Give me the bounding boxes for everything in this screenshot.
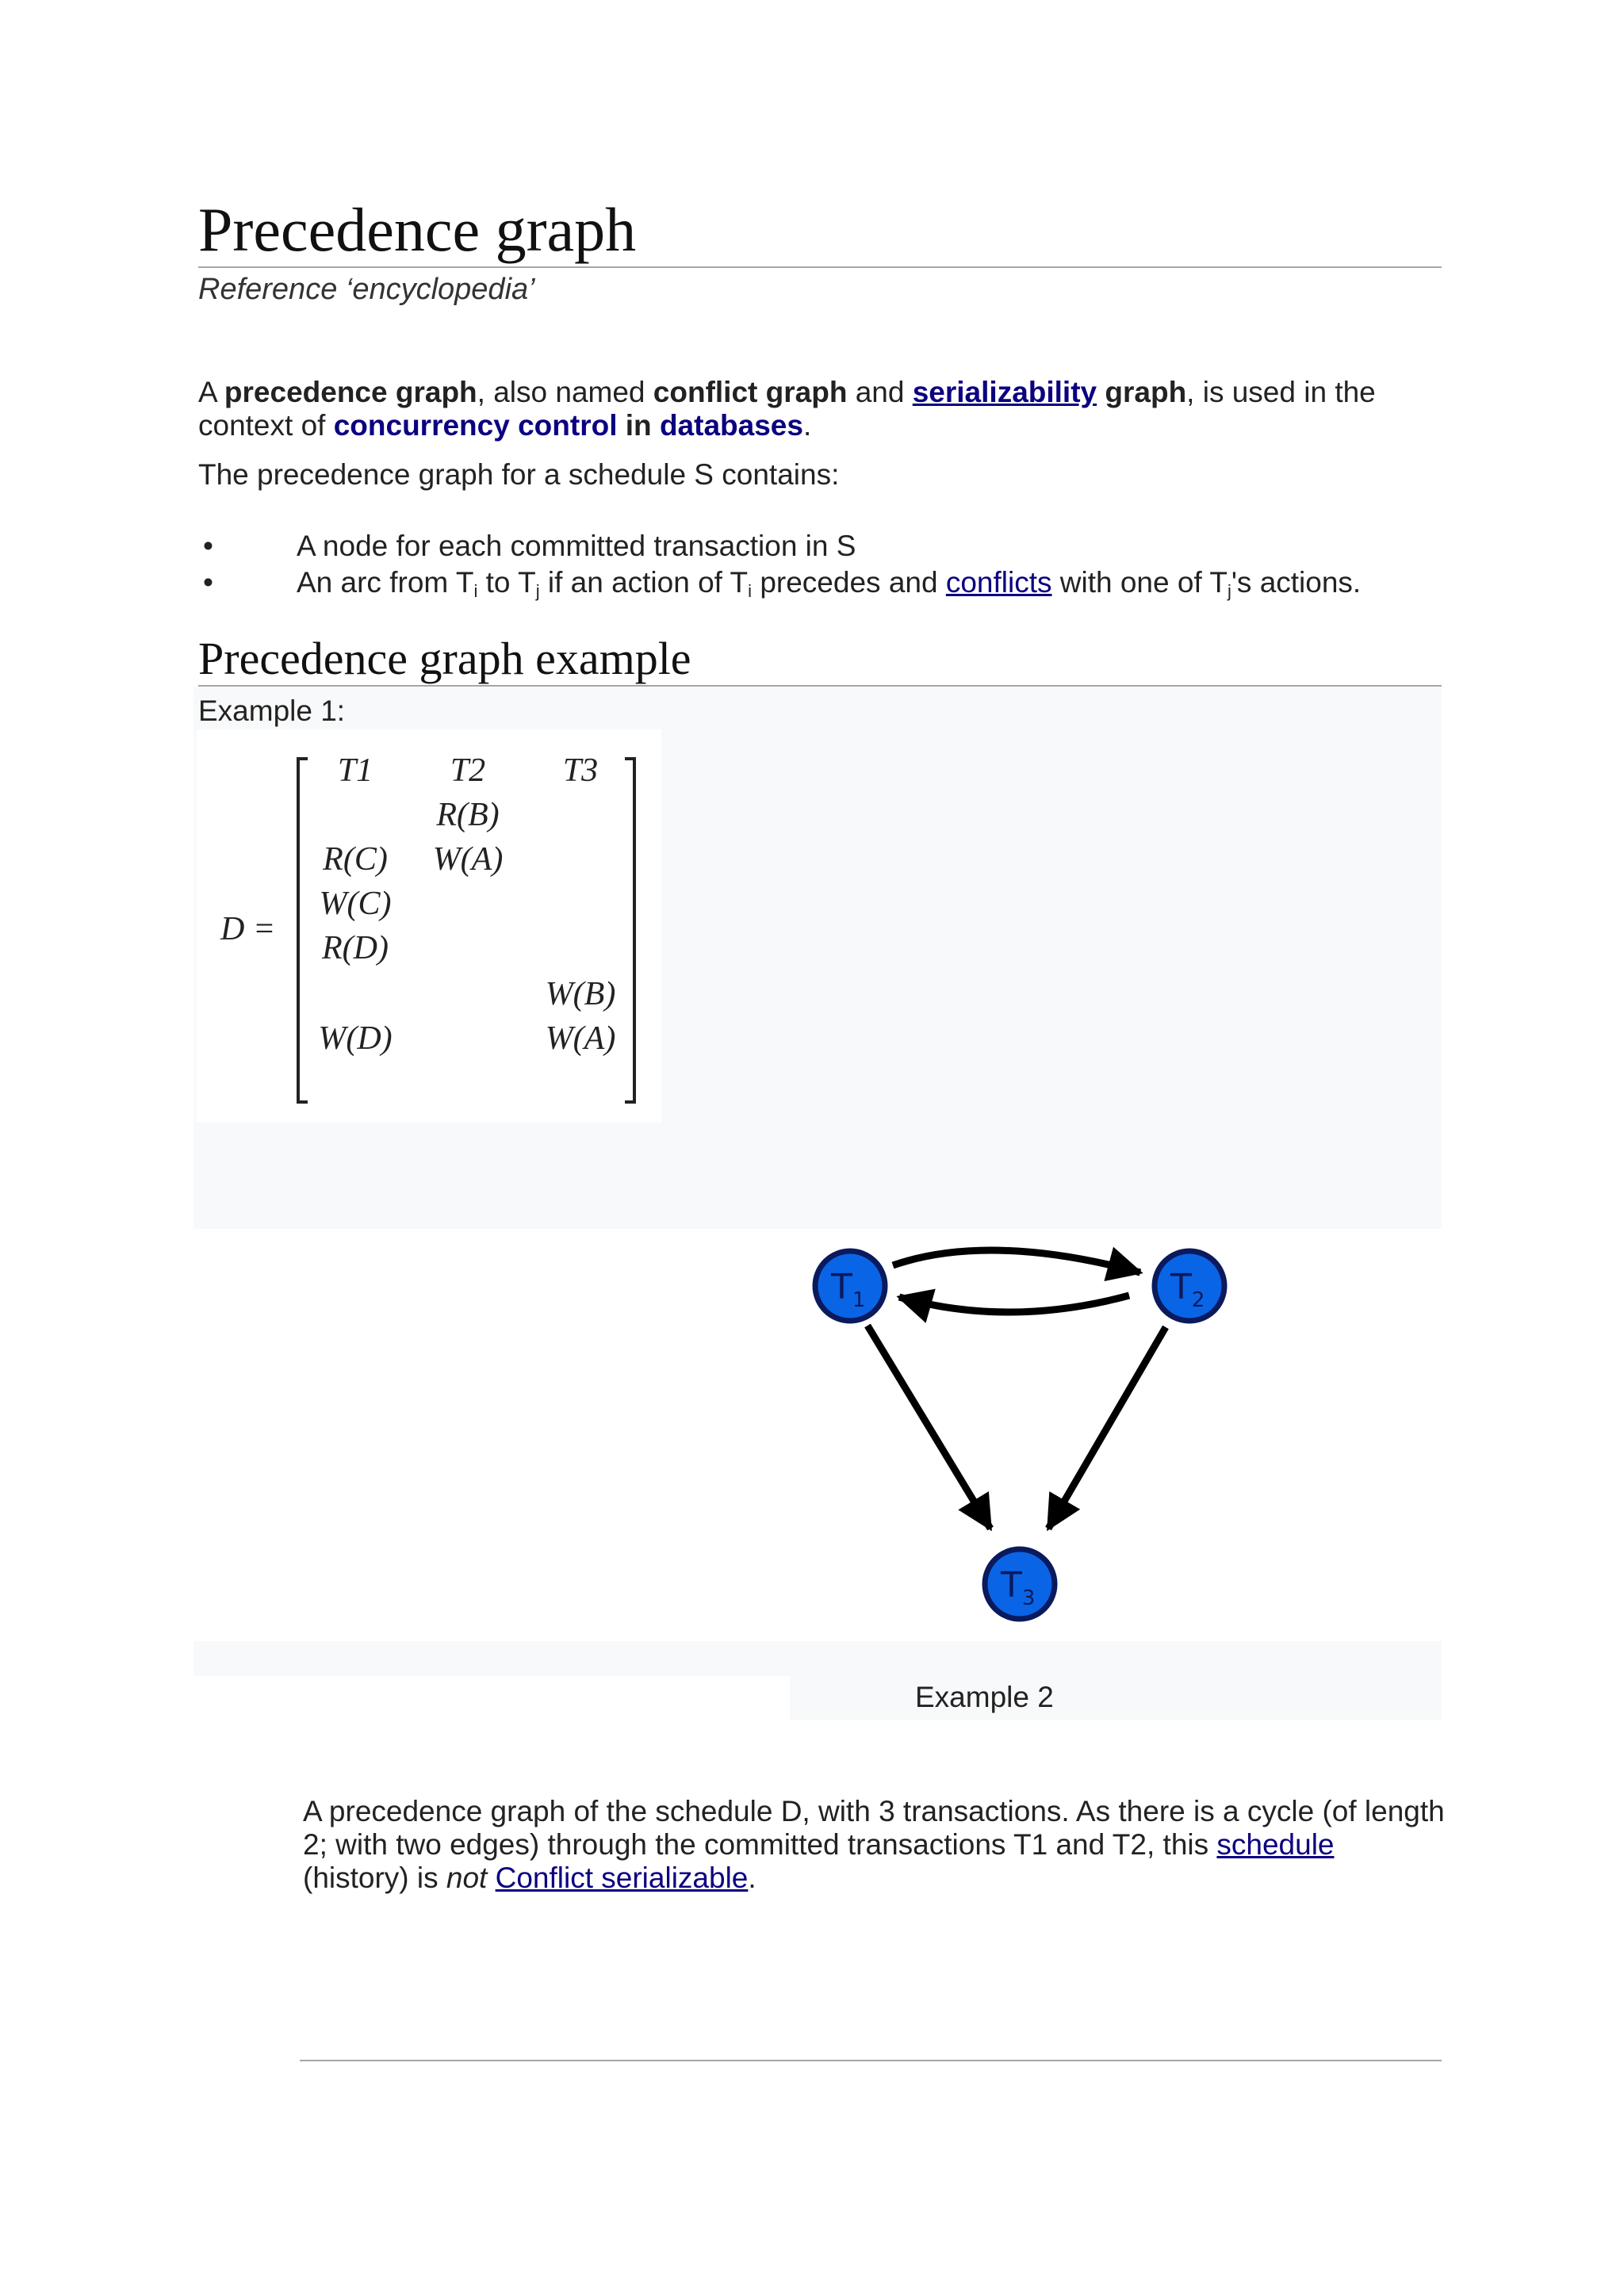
node-subscript: 2 (1191, 1288, 1205, 1312)
caption-panel-right (790, 1676, 1442, 1720)
graph-description (303, 1795, 1445, 1895)
matrix-header: T2 (450, 752, 486, 789)
node-t2 (1155, 1251, 1224, 1321)
edge-t1-t3 (868, 1326, 990, 1529)
term-conflict-graph: conflict graph (653, 376, 848, 408)
title-divider (198, 266, 1442, 268)
contains-list (198, 528, 1467, 601)
node-subscript: 1 (852, 1288, 866, 1312)
footer-divider (300, 2060, 1442, 2061)
schedule-matrix (197, 729, 661, 1123)
list-item-text: precedes and (752, 566, 946, 599)
intro-text: . (802, 409, 812, 442)
section-heading: Precedence graph example (198, 633, 691, 684)
page-title: Precedence graph (198, 195, 637, 264)
bullet-icon: • (203, 530, 213, 562)
bullet-icon: • (203, 566, 213, 599)
serializability-link[interactable]: serializability (912, 376, 1097, 408)
emphasis-not: not (446, 1862, 488, 1894)
databases-link[interactable]: databases (659, 409, 803, 442)
description-text: . (748, 1862, 756, 1894)
node-label: T (831, 1267, 852, 1307)
list-item (198, 564, 1467, 601)
list-item (198, 528, 1467, 564)
node-subscript: 3 (1021, 1586, 1036, 1610)
edge-t2-t3 (1048, 1327, 1166, 1529)
list-item-text: to T (477, 566, 536, 599)
precedence-graph-figure (771, 1229, 1442, 1641)
matrix-cell: W(A) (432, 841, 504, 878)
matrix-cell: R(C) (323, 841, 388, 878)
matrix-header: T3 (562, 752, 599, 789)
contains-paragraph: The precedence graph for a schedule S contains: (198, 458, 840, 491)
matrix-cell: R(B) (436, 797, 500, 833)
edge-t1-t2 (893, 1250, 1140, 1272)
page-subtitle: Reference ‘encyclopedia’ (198, 273, 535, 306)
caption-panel (193, 1641, 1442, 1676)
matrix-cell: W(B) (545, 976, 616, 1012)
edge-t2-t1 (899, 1295, 1129, 1312)
list-item-text: with one of T (1051, 566, 1228, 599)
intro-text: , is used in the context of (198, 376, 1376, 442)
description-text: (history) is (303, 1862, 446, 1894)
matrix-cell: W(C) (319, 886, 392, 922)
list-item-text: An arc from T (297, 566, 474, 599)
description-text (487, 1862, 495, 1894)
matrix-cell: R(D) (322, 930, 389, 966)
intro-text: , also named (477, 376, 653, 408)
subscript: j (1227, 581, 1231, 601)
list-item-text: 's actions. (1231, 566, 1362, 599)
node-t1 (815, 1251, 885, 1321)
concurrency-control-link[interactable]: concurrency control (333, 409, 618, 442)
matrix-cell: W(D) (318, 1020, 393, 1057)
intro-paragraph (198, 376, 1442, 442)
term-in: in (617, 409, 660, 442)
conflicts-link[interactable]: conflicts (945, 566, 1052, 599)
example2-caption: Example 2 (915, 1681, 1054, 1713)
conflict-serializable-link[interactable]: Conflict serializable (495, 1862, 749, 1894)
matrix-cell: W(A) (545, 1020, 616, 1057)
description-text: A precedence graph of the schedule D, with 3 transactions. As there is a cycle (of length 2; with two edges) through the committed transactions T1 and T2, this (303, 1795, 1445, 1861)
list-item-text: if an action of T (539, 566, 749, 599)
subscript: i (473, 581, 478, 601)
example1-label: Example 1: (198, 695, 346, 727)
intro-text: A (198, 376, 224, 408)
node-t3 (985, 1549, 1055, 1619)
subscript: j (535, 581, 540, 601)
node-label: T (1170, 1267, 1192, 1307)
matrix-lhs: D = (220, 911, 276, 947)
subscript: i (748, 581, 753, 601)
term-precedence-graph: precedence graph (224, 376, 477, 408)
matrix-header: T1 (337, 752, 373, 789)
node-label: T (1001, 1565, 1022, 1605)
schedule-link[interactable]: schedule (1216, 1828, 1335, 1861)
list-item-text: A node for each committed transaction in S (297, 530, 856, 562)
term-graph: graph (1097, 376, 1187, 408)
intro-text: and (847, 376, 913, 408)
